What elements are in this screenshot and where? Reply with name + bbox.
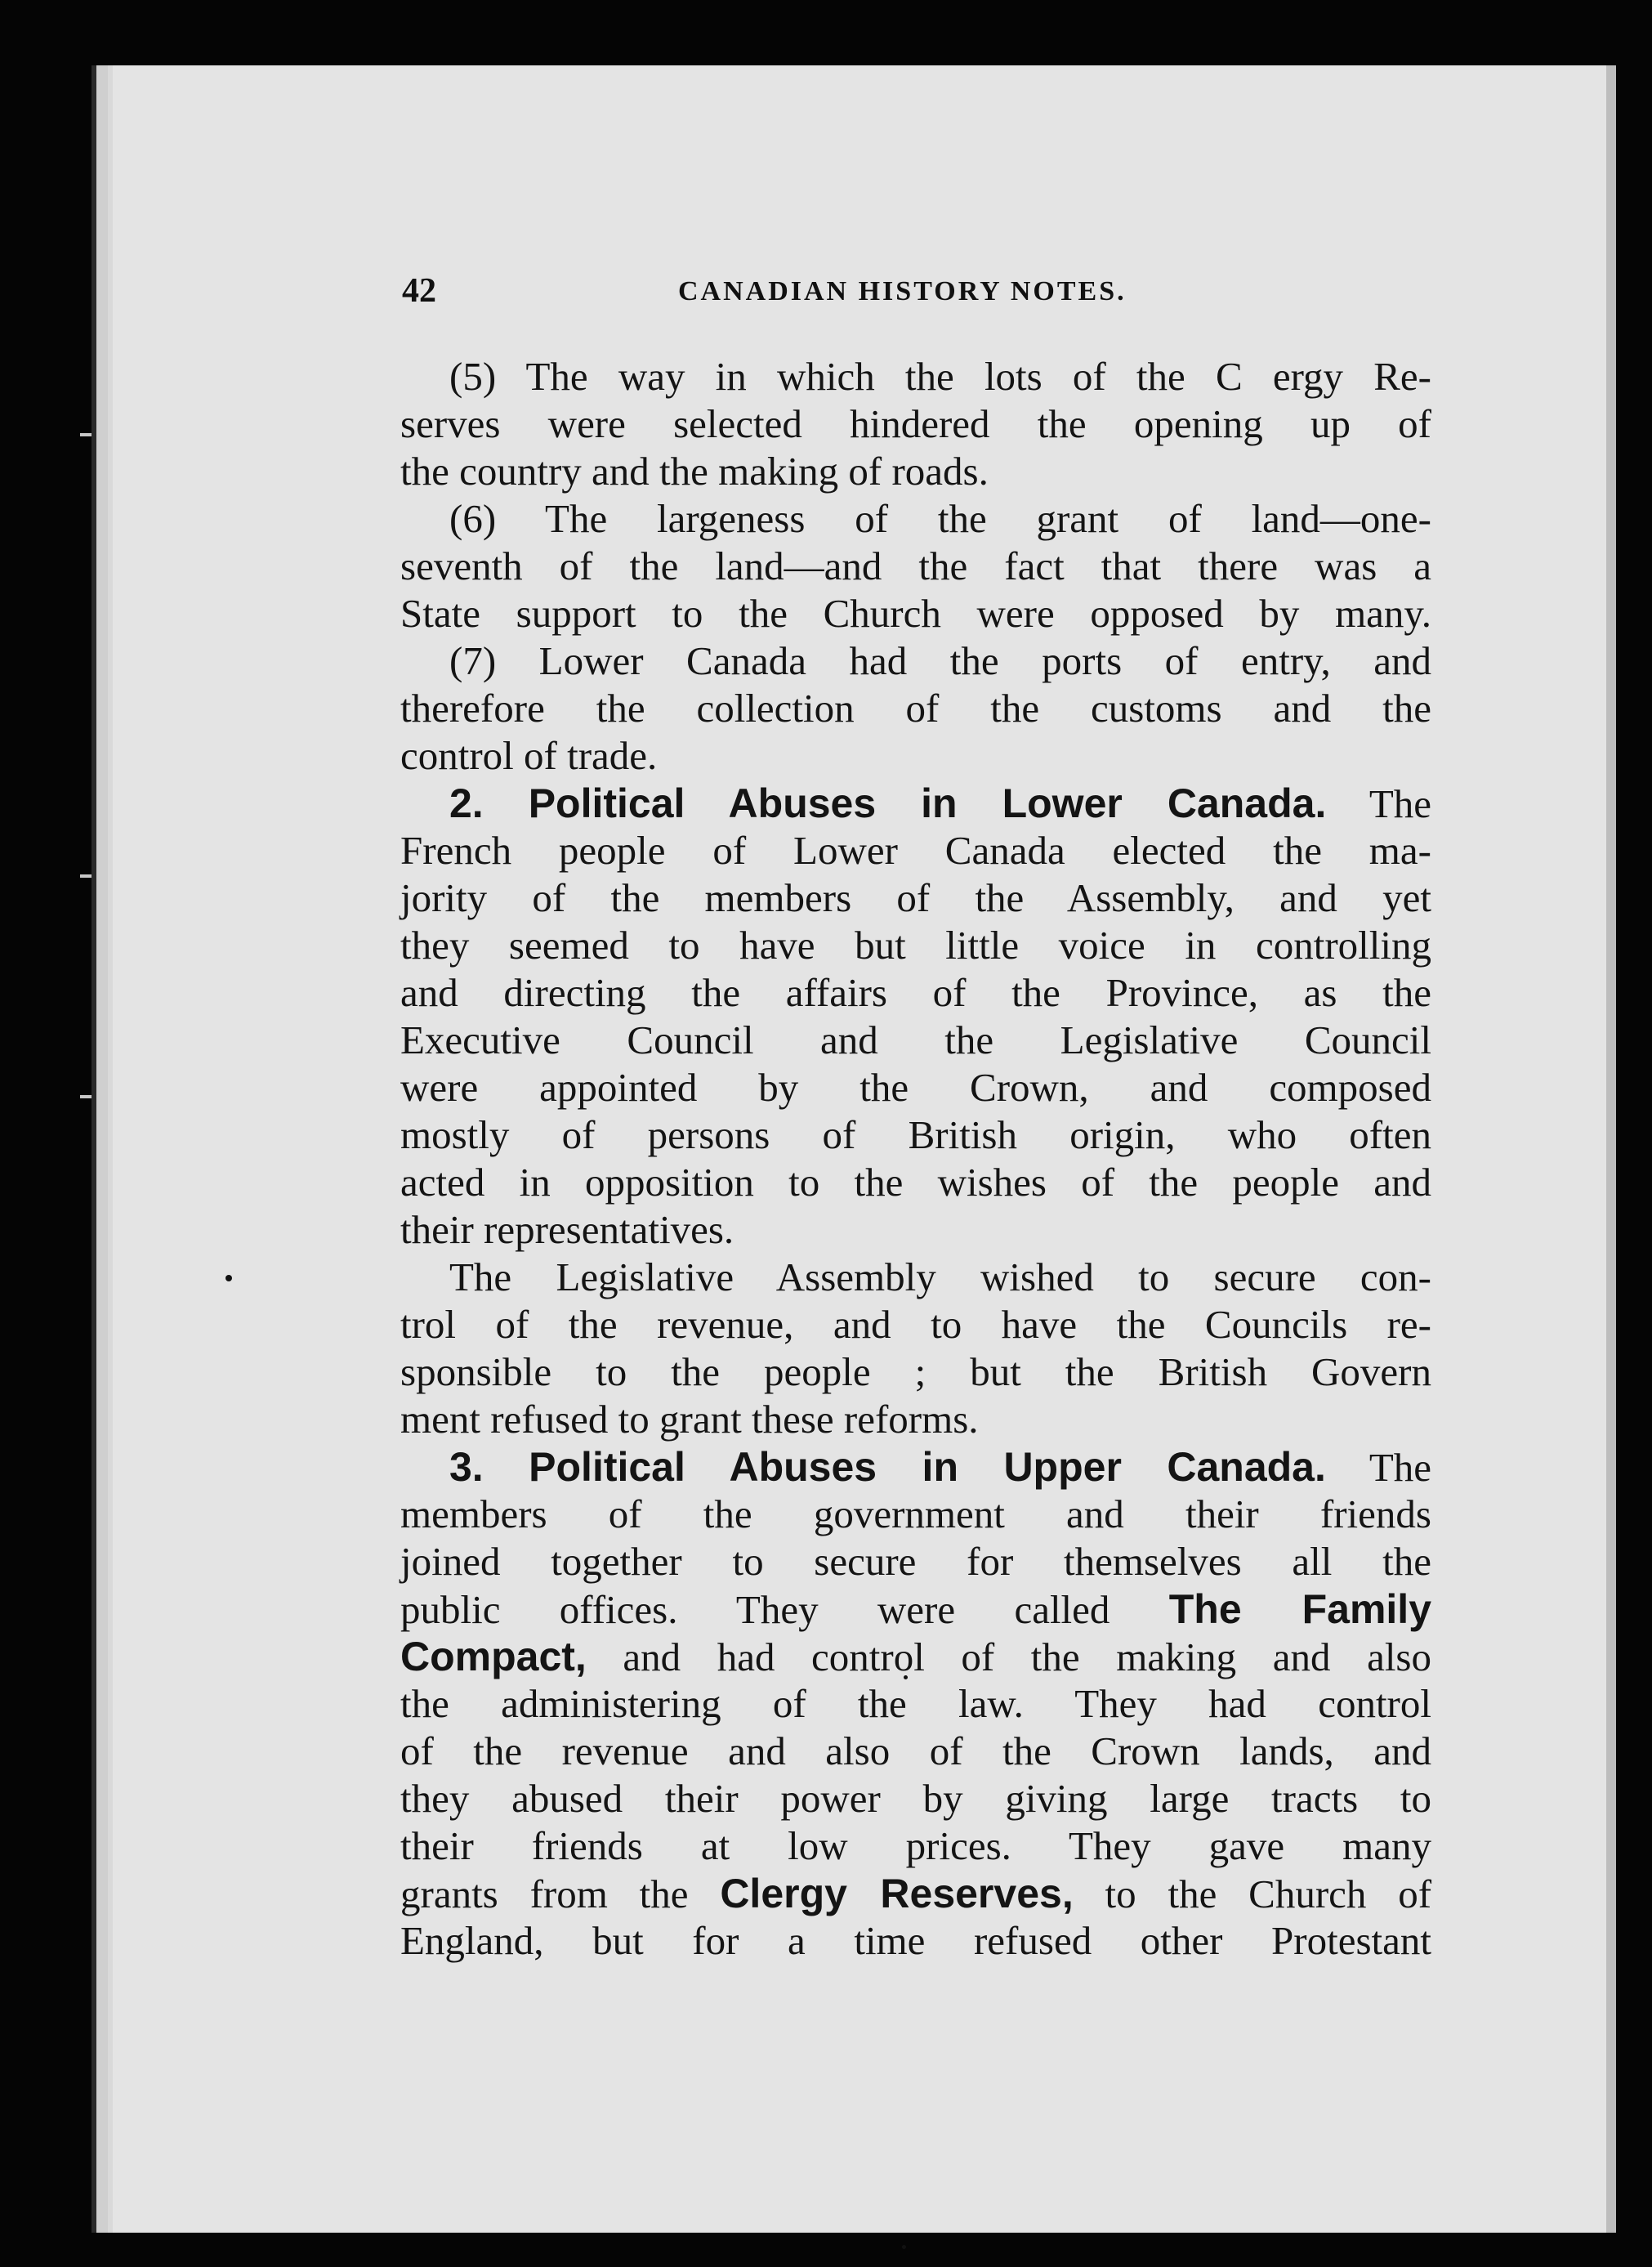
text-line: (6) The largeness of the grant of land—one-	[449, 496, 1431, 541]
edge-mark	[80, 874, 92, 878]
text-run: grants from the	[400, 1871, 689, 1916]
text-line: the administering of the law. They had control	[400, 1681, 1431, 1726]
text-run: The	[1368, 781, 1431, 826]
edge-mark	[80, 1095, 92, 1098]
text-line: mostly of persons of British origin, who often	[400, 1112, 1431, 1157]
edge-mark	[80, 433, 92, 436]
text-run: The	[1368, 1445, 1431, 1490]
text-run: to the Church of	[1105, 1871, 1432, 1916]
text-line	[400, 780, 1431, 827]
text-line: acted in opposition to the wishes of the people and	[400, 1160, 1431, 1205]
text-line: control of trade.	[400, 733, 658, 778]
text-line: trol of the revenue, and to have the Councils re-	[400, 1302, 1431, 1347]
text-line: joined together to secure for themselves all the	[400, 1539, 1431, 1584]
text-line: England, but for a time refused other Protestant	[400, 1918, 1431, 1963]
text-line: members of the government and their friends	[400, 1491, 1431, 1536]
text-line: ment refused to grant these reforms.	[400, 1397, 979, 1442]
text-run: and had control of the making and also	[623, 1634, 1431, 1679]
text-line: (7) Lower Canada had the ports of entry, and	[449, 638, 1431, 683]
text-line: therefore the collection of the customs and the	[400, 686, 1431, 731]
body-text	[400, 353, 1431, 1965]
text-line: they abused their power by giving large tracts to	[400, 1776, 1431, 1821]
emphasized-term: Compact,	[400, 1634, 587, 1679]
text-line: The Legislative Assembly wished to secure con-	[449, 1254, 1431, 1299]
running-head: CANADIAN HISTORY NOTES.	[678, 276, 1127, 306]
text-line: (5) The way in which the lots of the C ergy Re-	[449, 354, 1431, 399]
text-line: of the revenue and also of the Crown lands, and	[400, 1728, 1431, 1773]
text-line: and directing the affairs of the Province, as the	[400, 970, 1431, 1015]
section-heading: 2. Political Abuses in Lower Canada.	[449, 780, 1327, 826]
text-line: sponsible to the people ; but the British Govern	[400, 1349, 1431, 1394]
page-number: 42	[402, 272, 436, 310]
page-header	[402, 271, 1219, 312]
section-heading: 3. Political Abuses in Upper Canada.	[449, 1444, 1326, 1490]
text-line: jority of the members of the Assembly, and yet	[400, 875, 1431, 920]
text-line: serves were selected hindered the opening up of	[400, 401, 1431, 446]
text-line: seventh of the land—and the fact that there was a	[400, 543, 1431, 588]
text-line: French people of Lower Canada elected the ma-	[400, 828, 1431, 873]
text-line	[400, 1443, 1431, 1491]
ink-speck	[225, 1275, 232, 1281]
text-line: their representatives.	[400, 1207, 734, 1252]
text-line: State support to the Church were opposed by many.	[400, 591, 1431, 636]
text-line: their friends at low prices. They gave many	[400, 1823, 1431, 1868]
text-line	[400, 1633, 1431, 1680]
text-line: were appointed by the Crown, and composed	[400, 1065, 1431, 1110]
text-line	[400, 1585, 1431, 1633]
ink-speck	[902, 2245, 906, 2249]
text-line: the country and the making of roads.	[400, 449, 989, 494]
emphasized-term: Clergy Reserves,	[720, 1871, 1074, 1916]
text-line: Executive Council and the Legislative Council	[400, 1017, 1431, 1062]
text-run: public offices. They were called	[400, 1587, 1110, 1632]
text-line	[400, 1870, 1431, 1917]
emphasized-term: The Family	[1168, 1586, 1432, 1632]
text-line: they seemed to have but little voice in controlling	[400, 923, 1431, 968]
